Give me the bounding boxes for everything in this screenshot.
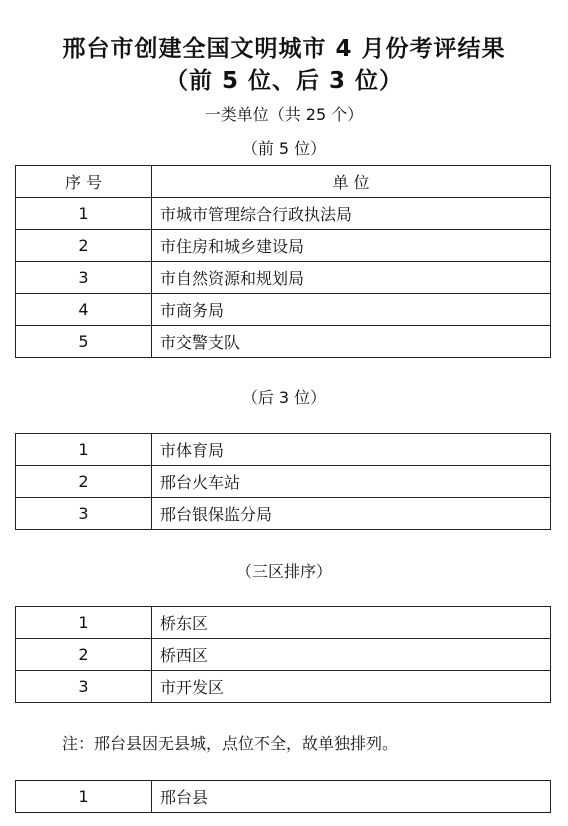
rank-number: 5 — [16, 326, 152, 358]
unit-name: 邢台县 — [152, 781, 551, 813]
rank-number: 1 — [16, 607, 152, 639]
table-row — [16, 198, 551, 230]
table-row — [16, 498, 551, 530]
table-row — [16, 639, 551, 671]
table-row — [16, 434, 551, 466]
rank-number: 2 — [16, 639, 152, 671]
unit-name: 邢台银保监分局 — [152, 498, 551, 530]
page-subtitle: （前 5 位、后 3 位） — [164, 68, 404, 94]
top-five-table — [15, 165, 551, 358]
rank-number: 3 — [16, 262, 152, 294]
rank-number: 1 — [16, 781, 152, 813]
county-table — [15, 780, 551, 813]
bottom-three-table — [15, 433, 551, 530]
category-caption: 一类单位（共 25 个） — [204, 105, 364, 124]
table-row — [16, 466, 551, 498]
unit-name: 桥东区 — [152, 607, 551, 639]
rank-number: 2 — [16, 466, 152, 498]
table-row — [16, 262, 551, 294]
rank-number: 3 — [16, 671, 152, 703]
unit-name: 市住房和城乡建设局 — [152, 230, 551, 262]
rank-number: 3 — [16, 498, 152, 530]
footnote: 注：邢台县因无县城，点位不全，故单独排列。 — [62, 734, 399, 753]
unit-name: 市商务局 — [152, 294, 551, 326]
table-header-row — [16, 166, 551, 198]
unit-name: 邢台火车站 — [152, 466, 551, 498]
rank-number: 4 — [16, 294, 152, 326]
table-row — [16, 326, 551, 358]
unit-name: 桥西区 — [152, 639, 551, 671]
table-row — [16, 607, 551, 639]
bottom-section-caption: （后 3 位） — [241, 388, 327, 407]
rank-number: 2 — [16, 230, 152, 262]
unit-name: 市交警支队 — [152, 326, 551, 358]
page-title: 邢台市创建全国文明城市 4 月份考评结果 — [62, 36, 506, 62]
unit-name: 市自然资源和规划局 — [152, 262, 551, 294]
table-row — [16, 294, 551, 326]
districts-table — [15, 606, 551, 703]
header-unit: 单 位 — [152, 166, 551, 198]
rank-number: 1 — [16, 434, 152, 466]
unit-name: 市开发区 — [152, 671, 551, 703]
unit-name: 市体育局 — [152, 434, 551, 466]
table-row — [16, 230, 551, 262]
top-section-caption: （前 5 位） — [241, 139, 327, 158]
rank-number: 1 — [16, 198, 152, 230]
table-row — [16, 671, 551, 703]
header-no: 序 号 — [16, 166, 152, 198]
table-row — [16, 781, 551, 813]
unit-name: 市城市管理综合行政执法局 — [152, 198, 551, 230]
districts-section-caption: （三区排序） — [235, 562, 332, 581]
